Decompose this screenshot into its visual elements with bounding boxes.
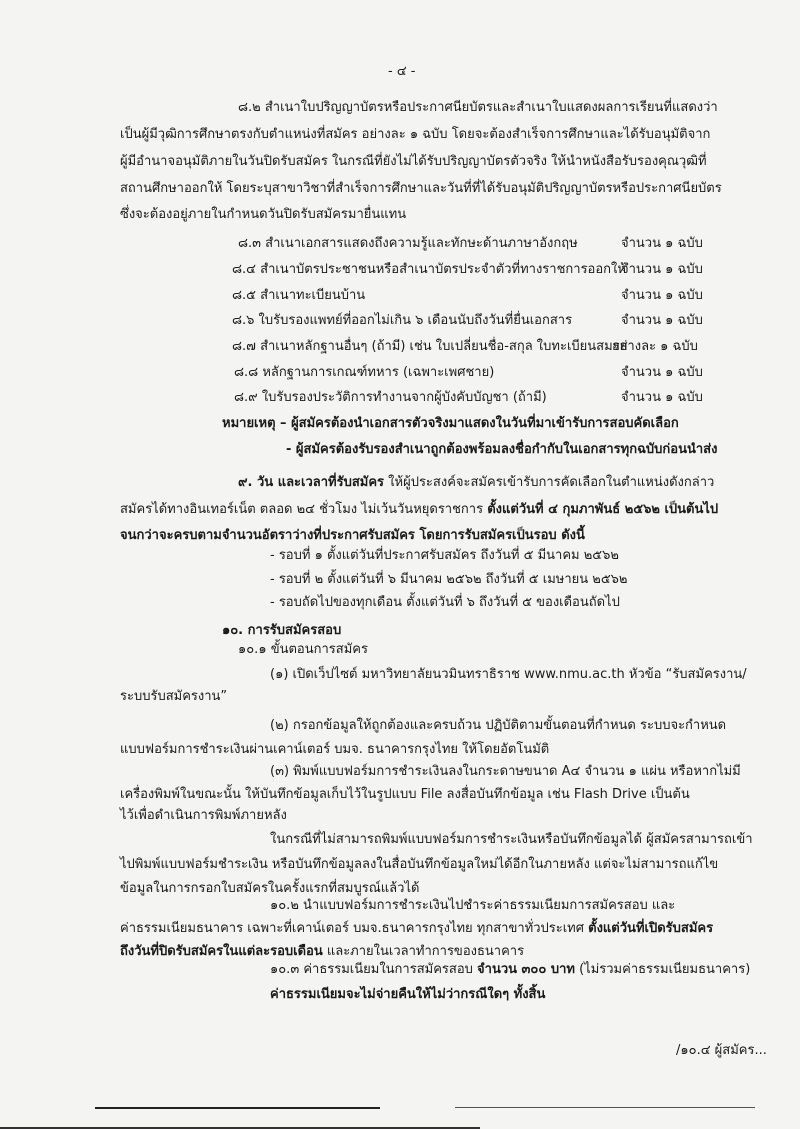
case-line: ในกรณีที่ไม่สามารถพิมพ์แบบฟอร์มการชำระเงินหรือบันทึกข้อมูลได้ ผู้สมัครสามารถเข้า bbox=[270, 832, 753, 847]
document-qty: จำนวน ๑ ฉบับ bbox=[621, 236, 703, 251]
section-9-heading: ๙. วัน และเวลาที่รับสมัคร bbox=[238, 475, 385, 490]
paragraph-line: ซึ่งจะต้องอยู่ภายในกำหนดวันปิดรับสมัครมายื่นแทน bbox=[120, 207, 407, 222]
document-item: ๘.๖ ใบรับรองแพทย์ที่ออกไม่เกิน ๖ เดือนนับถึงวันที่ยื่นเอกสาร bbox=[232, 313, 573, 328]
section-9-line1 bbox=[238, 474, 714, 492]
round-item: - รอบถัดไปของทุกเดือน ตั้งแต่วันที่ ๖ ถึงวันที่ ๕ ของเดือนถัดไป bbox=[270, 595, 620, 610]
bold-text: จำนวน ๓๐๐ บาท bbox=[477, 962, 575, 977]
document-qty: จำนวน ๑ ฉบับ bbox=[621, 262, 703, 277]
document-item: ๘.๙ ใบรับรองประวัติการทำงานจากผู้บังคับบัญชา (ถ้ามี) bbox=[234, 390, 547, 405]
step-line: ไว้เพื่อดำเนินการพิมพ์ภายหลัง bbox=[120, 808, 287, 823]
case-line: ไปพิมพ์แบบฟอร์มชำระเงิน หรือบันทึกข้อมูลลงในสื่อบันทึกข้อมูลใหม่ได้อีกในภายหลัง แต่จะไม่สามารถแก้ไข bbox=[120, 857, 719, 872]
continuation-marker: /๑๐.๔ ผู้สมัคร... bbox=[676, 1043, 767, 1058]
document-item: ๘.๘ หลักฐานการเกณฑ์ทหาร (เฉพาะเพศชาย) bbox=[234, 365, 495, 380]
text: ให้ผู้ประสงค์จะสมัครเข้ารับการคัดเลือกในตำแหน่งดังกล่าว bbox=[384, 475, 715, 490]
document-qty: จำนวน ๑ ฉบับ bbox=[621, 313, 703, 328]
subsection-10-3-line2: ค่าธรรมเนียมจะไม่จ่ายคืนให้ไม่ว่ากรณีใดๆ ทั้งสิ้น bbox=[270, 987, 546, 1002]
paragraph-line: สถานศึกษาออกให้ โดยระบุสาขาวิชาที่สำเร็จการศึกษาและวันที่ที่ได้รับอนุมัติปริญญาบัตรหรือประกาศนียบัตร bbox=[120, 181, 722, 196]
round-item: - รอบที่ ๒ ตั้งแต่วันที่ ๖ มีนาคม ๒๕๖๒ ถึงวันที่ ๕ เมษายน ๒๕๖๒ bbox=[270, 572, 628, 587]
step-line: เครื่องพิมพ์ในขณะนั้น ให้บันทึกข้อมูลเก็บไว้ในรูปแบบ File ลงสื่อบันทึกข้อมูล เช่น Flash Drive เป็นต้น bbox=[120, 787, 690, 802]
subsection-10-2-line2 bbox=[120, 920, 713, 938]
case-line: ข้อมูลในการกรอกใบสมัครในครั้งแรกที่สมบูรณ์แล้วได้ bbox=[120, 881, 420, 896]
note-line: - ผู้สมัครต้องรับรองสำเนาถูกต้องพร้อมลงชื่อกำกับในเอกสารทุกฉบับก่อนนำส่ง bbox=[286, 442, 718, 457]
bold-text: ตั้งแต่วันที่เปิดรับสมัคร bbox=[588, 921, 714, 936]
text: และภายในเวลาทำการของธนาคาร bbox=[322, 944, 525, 959]
document-qty: จำนวน ๑ ฉบับ bbox=[621, 390, 703, 405]
paragraph-line: ผู้มีอำนาจอนุมัติภายในวันปิดรับสมัคร ในกรณีที่ยังไม่ได้รับปริญญาบัตรตัวจริง ให้นำหนังสือรับรองคุณวุฒิที่ bbox=[120, 154, 707, 169]
document-item: ๘.๕ สำเนาทะเบียนบ้าน bbox=[232, 288, 366, 303]
document-qty: จำนวน ๑ ฉบับ bbox=[621, 365, 703, 380]
subsection-10-2-line3 bbox=[120, 943, 524, 961]
note-line: หมายเหตุ – ผู้สมัครต้องนำเอกสารตัวจริงมาแสดงในวันที่มาเข้ารับการสอบคัดเลือก bbox=[222, 416, 679, 431]
document-item: ๘.๔ สำเนาบัตรประชาชนหรือสำเนาบัตรประจำตัวที่ทางราชการออกให้ bbox=[232, 262, 626, 277]
document-qty: อย่างละ ๑ ฉบับ bbox=[612, 339, 698, 354]
document-item: ๘.๓ สำเนาเอกสารแสดงถึงความรู้และทักษะด้านภาษาอังกฤษ bbox=[238, 236, 578, 251]
step-line: แบบฟอร์มการชำระเงินผ่านเคาน์เตอร์ บมจ. ธนาคารกรุงไทย ให้โดยอัตโนมัติ bbox=[120, 742, 550, 757]
document-qty: จำนวน ๑ ฉบับ bbox=[621, 288, 703, 303]
paragraph-line: เป็นผู้มีวุฒิการศึกษาตรงกับตำแหน่งที่สมัคร อย่างละ ๑ ฉบับ โดยจะต้องสำเร็จการศึกษาและได้รับอนุมัติจาก bbox=[120, 127, 711, 142]
text: ค่าธรรมเนียมธนาคาร เฉพาะที่เคาน์เตอร์ บมจ.ธนาคารกรุงไทย ทุกสาขาทั่วประเทศ bbox=[120, 921, 589, 936]
step-line: ระบบรับสมัครงาน” bbox=[120, 689, 228, 704]
subsection-10-3 bbox=[270, 961, 750, 979]
text: (ไม่รวมค่าธรรมเนียมธนาคาร) bbox=[574, 962, 751, 977]
text: สมัครได้ทางอินเทอร์เน็ต ตลอด ๒๔ ชั่วโมง ไม่เว้นวันหยุดราชการ bbox=[120, 502, 488, 517]
step-line: (๑) เปิดเว็ปไซต์ มหาวิทยาลัยนวมินทราธิราช www.nmu.ac.th หัวข้อ “รับสมัครงาน/ bbox=[270, 667, 747, 682]
document-item: ๘.๗ สำเนาหลักฐานอื่นๆ (ถ้ามี) เช่น ใบเปลี่ยนชื่อ-สกุล ใบทะเบียนสมรส bbox=[232, 339, 628, 354]
paragraph-line: ๘.๒ สำเนาใบปริญญาบัตรหรือประกาศนียบัตรและสำเนาใบแสดงผลการเรียนที่แสดงว่า bbox=[238, 100, 718, 115]
section-10-heading: ๑๐. การรับสมัครสอบ bbox=[222, 623, 342, 638]
footer-divider bbox=[95, 1107, 380, 1109]
text: ๑๐.๓ ค่าธรรมเนียมในการสมัครสอบ bbox=[270, 962, 478, 977]
section-9-line3: จนกว่าจะครบตามจำนวนอัตราว่างที่ประกาศรับสมัคร โดยการรับสมัครเป็นรอบ ดังนี้ bbox=[120, 528, 585, 543]
bold-text: ตั้งแต่วันที่ ๔ กุมภาพันธ์ ๒๕๖๒ เป็นต้นไป bbox=[487, 502, 719, 517]
subsection-10-2: ๑๐.๒ นำแบบฟอร์มการชำระเงินไปชำระค่าธรรมเนียมการสมัครสอบ และ bbox=[270, 898, 676, 913]
step-line: (๒) กรอกข้อมูลให้ถูกต้องและครบถ้วน ปฏิบัติตามขั้นตอนที่กำหนด ระบบจะกำหนด bbox=[270, 718, 727, 733]
section-9-line2 bbox=[120, 501, 718, 519]
bold-text: ถึงวันที่ปิดรับสมัครในแต่ละรอบเดือน bbox=[120, 944, 323, 959]
step-line: (๓) พิมพ์แบบฟอร์มการชำระเงินลงในกระดาษขนาด A๔ จำนวน ๑ แผ่น หรือหากไม่มี bbox=[270, 764, 741, 779]
footer-divider bbox=[455, 1107, 755, 1108]
round-item: - รอบที่ ๑ ตั้งแต่วันที่ประกาศรับสมัคร ถึงวันที่ ๕ มีนาคม ๒๕๖๒ bbox=[270, 548, 619, 563]
subsection-10-1: ๑๐.๑ ขั้นตอนการสมัคร bbox=[238, 642, 368, 657]
page-number: - ๔ - bbox=[388, 64, 416, 79]
